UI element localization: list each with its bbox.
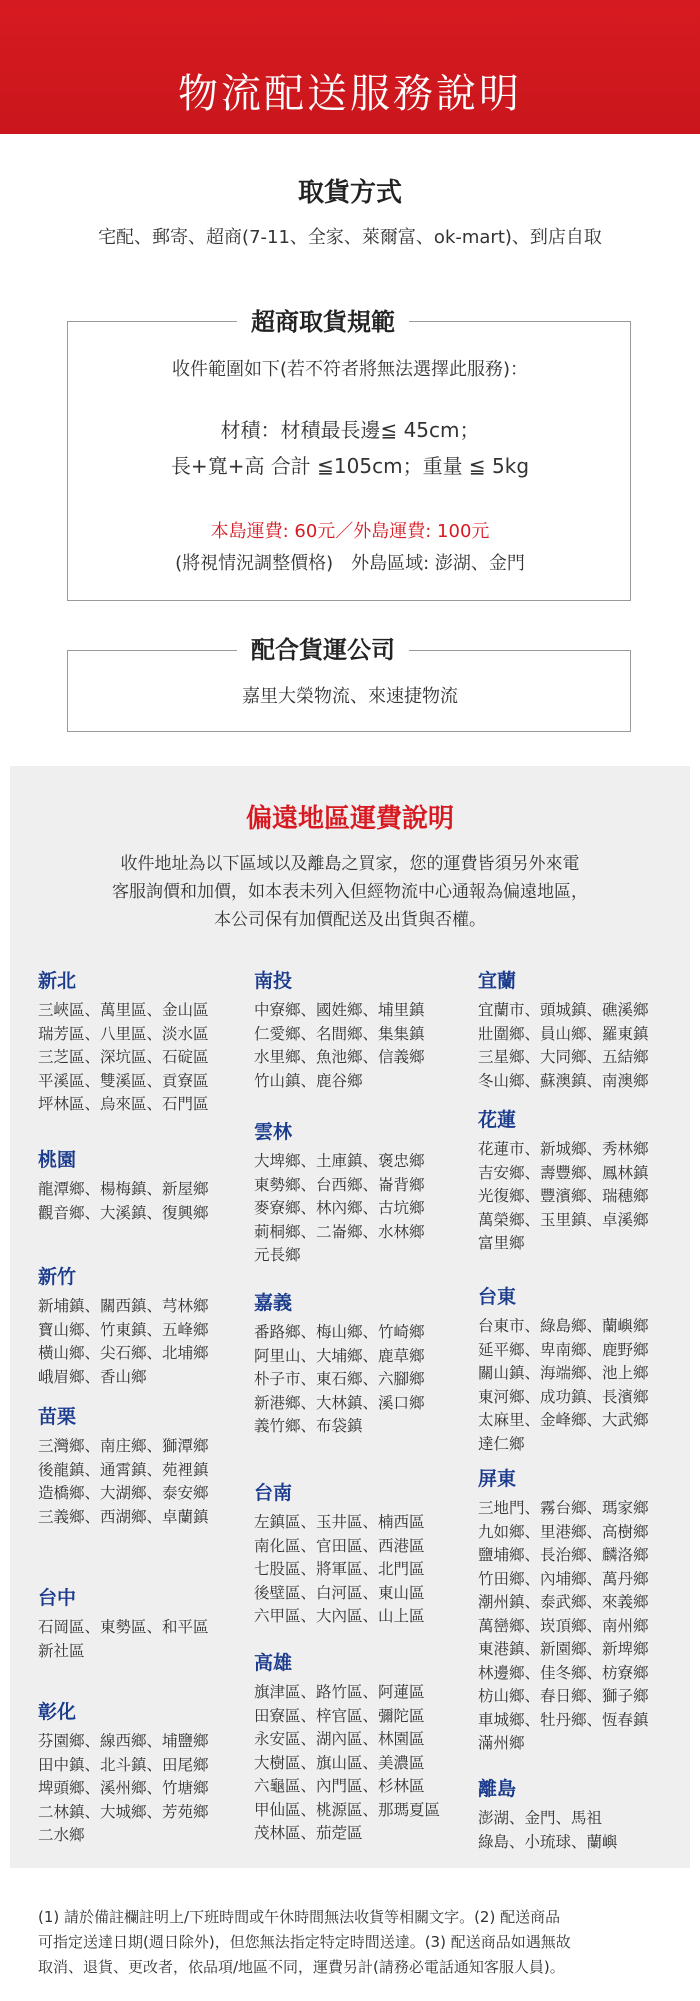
- region-districts: 永安區、湖內區、林園區: [254, 1730, 425, 1748]
- region-districts: 番路鄉、梅山鄉、竹崎鄉: [254, 1323, 425, 1341]
- region-name: 台東: [478, 1286, 517, 1308]
- region-districts: 潮州鎮、泰武鄉、來義鄉: [478, 1593, 649, 1611]
- region-districts: 旗津區、路竹區、阿蓮區: [254, 1683, 425, 1701]
- region-districts: 萬巒鄉、崁頂鄉、南州鄉: [478, 1616, 649, 1635]
- size-limit-line1: 材積：材積最長邊≦ 45cm；: [220, 418, 480, 442]
- region-districts: 滿州鄉: [478, 1734, 525, 1752]
- region-districts: 東港鎮、新園鄉、新埤鄉: [478, 1640, 649, 1658]
- region-block: [254, 1650, 444, 1846]
- region-districts: 水里鄉、魚池鄉、信義鄉: [254, 1048, 425, 1066]
- region-block: [38, 1699, 228, 1848]
- region-districts: 三義鄉、西湖鄉、卓蘭鎮: [38, 1507, 209, 1526]
- region-districts: 綠島、小琉球、蘭嶼: [478, 1832, 618, 1851]
- pickup-heading: 取貨方式: [297, 178, 402, 208]
- region-block: [38, 1585, 228, 1663]
- region-block: [254, 1480, 444, 1629]
- note-line-3: 取消、退貨、更改者，依品項/地區不同，運費另計(請務必電話通知客服人員)。: [38, 1958, 565, 1976]
- region-name: 南投: [254, 970, 293, 992]
- region-districts: 後龍鎮、通霄鎮、苑裡鎮: [38, 1460, 209, 1479]
- region-districts: 三峽區、萬里區、金山區: [38, 1001, 209, 1019]
- region-districts: 造橋鄉、大湖鄉、泰安鄉: [38, 1484, 209, 1502]
- remote-heading: 偏遠地區運費說明: [245, 804, 454, 834]
- remote-intro-line3: 本公司保有加價配送及出貨與否權。: [214, 910, 486, 930]
- region-districts: 六甲區、大內區、山上區: [254, 1607, 425, 1625]
- header-banner: [0, 0, 700, 134]
- region-districts: 萬榮鄉、玉里鎮、卓溪鄉: [478, 1210, 649, 1229]
- region-districts: 枋山鄉、春日鄉、獅子鄉: [478, 1687, 649, 1705]
- region-districts: 光復鄉、豐濱鄉、瑞穗鄉: [478, 1187, 649, 1205]
- region-districts: 大樹區、旗山區、美濃區: [254, 1753, 425, 1772]
- region-districts: 新社區: [38, 1641, 85, 1660]
- store-rules-scope: 收件範圍如下(若不符者將無法選擇此服務)：: [171, 359, 529, 380]
- carriers-heading: 配合貨運公司: [237, 633, 409, 667]
- region-districts: 觀音鄉、大溪鎮、復興鄉: [38, 1203, 209, 1222]
- region-name: 桃園: [38, 1149, 77, 1171]
- region-districts: 三地門、霧台鄉、瑪家鄉: [478, 1499, 649, 1517]
- region-name: 屏東: [478, 1468, 517, 1490]
- region-districts: 三芝區、深坑區、石碇區: [38, 1048, 209, 1066]
- region-districts: 莿桐鄉、二崙鄉、水林鄉: [254, 1222, 425, 1241]
- region-districts: 茂林區、茄萣區: [254, 1824, 363, 1842]
- region-name: 離島: [478, 1778, 517, 1800]
- region-districts: 芬園鄉、線西鄉、埔鹽鄉: [38, 1732, 209, 1750]
- region-districts: 東河鄉、成功鎮、長濱鄉: [478, 1387, 649, 1406]
- region-districts: 太麻里、金峰鄉、大武鄉: [478, 1411, 649, 1429]
- shipping-fee-line: 本島運費: 60元／外島運費: 100元: [210, 521, 490, 542]
- note-line-1: (1) 請於備註欄註明上/下班時間或午休時間無法收貨等相關文字。(2) 配送商品: [38, 1908, 561, 1926]
- region-districts: 達仁鄉: [478, 1434, 525, 1453]
- region-districts: 澎湖、金門、馬祖: [478, 1809, 603, 1827]
- region-districts: 阿里山、大埔鄉、鹿草鄉: [254, 1346, 425, 1365]
- price-note-line: (將視情況調整價格) 外島區域: 澎湖、金門: [175, 553, 525, 574]
- region-districts: 後壁區、白河區、東山區: [254, 1583, 425, 1602]
- region-districts: 二水鄉: [38, 1826, 85, 1844]
- region-districts: 峨眉鄉、香山鄉: [38, 1367, 147, 1386]
- region-block: [254, 1290, 444, 1439]
- region-block: [38, 968, 228, 1117]
- region-block: [38, 1264, 228, 1389]
- region-districts: 朴子市、東石鄉、六腳鄉: [254, 1370, 425, 1388]
- region-districts: 甲仙區、桃源區、那瑪夏區: [254, 1800, 441, 1819]
- region-districts: 南化區、官田區、西港區: [254, 1536, 425, 1555]
- region-districts: 竹山鎮、鹿谷鄉: [254, 1071, 363, 1090]
- region-name: 嘉義: [254, 1292, 293, 1314]
- region-districts: 麥寮鄉、林內鄉、古坑鄉: [254, 1199, 425, 1217]
- region-districts: 車城鄉、牡丹鄉、恆春鎮: [478, 1710, 649, 1729]
- region-name: 新北: [38, 970, 77, 992]
- region-districts: 中寮鄉、國姓鄉、埔里鎮: [254, 1001, 425, 1019]
- region-districts: 三灣鄉、南庄鄉、獅潭鄉: [38, 1437, 209, 1455]
- region-districts: 七股區、將軍區、北門區: [254, 1560, 425, 1578]
- region-districts: 平溪區、雙溪區、貢寮區: [38, 1071, 209, 1090]
- region-districts: 新港鄉、大林鎮、溪口鄉: [254, 1393, 425, 1412]
- region-districts: 三星鄉、大同鄉、五結鄉: [478, 1048, 649, 1066]
- region-name: 台南: [254, 1482, 293, 1504]
- size-limit-line2: 長+寬+高 合計 ≦105cm；重量 ≦ 5kg: [170, 454, 530, 478]
- remote-intro-line1: 收件地址為以下區域以及離島之買家，您的運費皆須另外來電: [120, 854, 580, 874]
- region-block: [478, 1107, 668, 1256]
- region-name: 宜蘭: [478, 970, 517, 992]
- region-districts: 左鎮區、玉井區、楠西區: [254, 1513, 425, 1531]
- region-districts: 九如鄉、里港鄉、高樹鄉: [478, 1522, 649, 1541]
- region-districts: 埤頭鄉、溪州鄉、竹塘鄉: [38, 1779, 209, 1797]
- region-name: 花蓮: [478, 1109, 517, 1131]
- region-districts: 富里鄉: [478, 1234, 525, 1252]
- region-districts: 瑞芳區、八里區、淡水區: [38, 1024, 209, 1043]
- region-districts: 龍潭鄉、楊梅鎮、新屋鄉: [38, 1180, 209, 1198]
- region-districts: 東勢鄉、台西鄉、崙背鄉: [254, 1175, 425, 1194]
- region-districts: 冬山鄉、蘇澳鎮、南澳鄉: [478, 1071, 649, 1090]
- region-block: [478, 1466, 668, 1756]
- region-districts: 義竹鄉、布袋鎮: [254, 1417, 363, 1435]
- region-districts: 林邊鄉、佳冬鄉、枋寮鄉: [478, 1663, 649, 1682]
- region-name: 台中: [38, 1587, 77, 1609]
- region-districts: 六龜區、內門區、杉林區: [254, 1777, 425, 1795]
- region-districts: 花蓮市、新城鄉、秀林鄉: [478, 1140, 649, 1158]
- region-districts: 橫山鄉、尖石鄉、北埔鄉: [38, 1344, 209, 1362]
- region-block: [38, 1404, 228, 1529]
- region-block: [254, 968, 444, 1093]
- remote-intro-line2: 客服詢價和加價，如本表未列入但經物流中心通報為偏遠地區，: [112, 882, 588, 902]
- page-title: 物流配送服務說明: [178, 71, 522, 117]
- store-rules-heading: 超商取貨規範: [237, 305, 409, 339]
- region-block: [478, 1776, 668, 1854]
- region-districts: 竹田鄉、內埔鄉、萬丹鄉: [478, 1569, 649, 1588]
- region-districts: 石岡區、東勢區、和平區: [38, 1618, 209, 1636]
- region-districts: 宜蘭市、頭城鎮、礁溪鄉: [478, 1001, 649, 1019]
- region-districts: 台東市、綠島鄉、蘭嶼鄉: [478, 1317, 649, 1335]
- region-name: 彰化: [38, 1701, 77, 1723]
- region-name: 雲林: [254, 1121, 293, 1143]
- region-districts: 元長鄉: [254, 1246, 301, 1264]
- note-line-2: 可指定送達日期(週日除外)，但您無法指定特定時間送達。(3) 配送商品如遇無故: [38, 1933, 571, 1951]
- region-name: 高雄: [254, 1652, 293, 1674]
- footer-notes: [38, 1905, 666, 1980]
- region-block: [38, 1147, 228, 1225]
- region-districts: 鹽埔鄉、長治鄉、麟洛鄉: [478, 1546, 649, 1564]
- carriers-names: 嘉里大榮物流、來速捷物流: [242, 686, 458, 707]
- region-districts: 壯圍鄉、員山鄉、羅東鎮: [478, 1024, 649, 1043]
- region-districts: 吉安鄉、壽豐鄉、鳳林鎮: [478, 1163, 649, 1182]
- region-districts: 大埤鄉、土庫鎮、褒忠鄉: [254, 1152, 425, 1170]
- region-districts: 延平鄉、卑南鄉、鹿野鄉: [478, 1340, 649, 1359]
- region-districts: 田中鎮、北斗鎮、田尾鄉: [38, 1755, 209, 1774]
- region-block: [478, 1284, 668, 1456]
- region-name: 新竹: [38, 1266, 77, 1288]
- region-districts: 二林鎮、大城鄉、芳苑鄉: [38, 1802, 209, 1821]
- region-districts: 坪林區、烏來區、石門區: [38, 1095, 209, 1113]
- region-block: [478, 968, 668, 1093]
- region-districts: 關山鎮、海端鄉、池上鄉: [478, 1364, 649, 1382]
- region-districts: 仁愛鄉、名間鄉、集集鎮: [254, 1024, 425, 1043]
- region-districts: 新埔鎮、關西鎮、芎林鄉: [38, 1297, 209, 1315]
- pickup-methods: 宅配、郵寄、超商(7-11、全家、萊爾富、ok-mart)、到店自取: [98, 227, 602, 248]
- region-name: 苗栗: [38, 1406, 77, 1428]
- region-block: [254, 1119, 444, 1268]
- region-districts: 田寮區、梓官區、彌陀區: [254, 1706, 425, 1725]
- region-districts: 寶山鄉、竹東鎮、五峰鄉: [38, 1320, 209, 1339]
